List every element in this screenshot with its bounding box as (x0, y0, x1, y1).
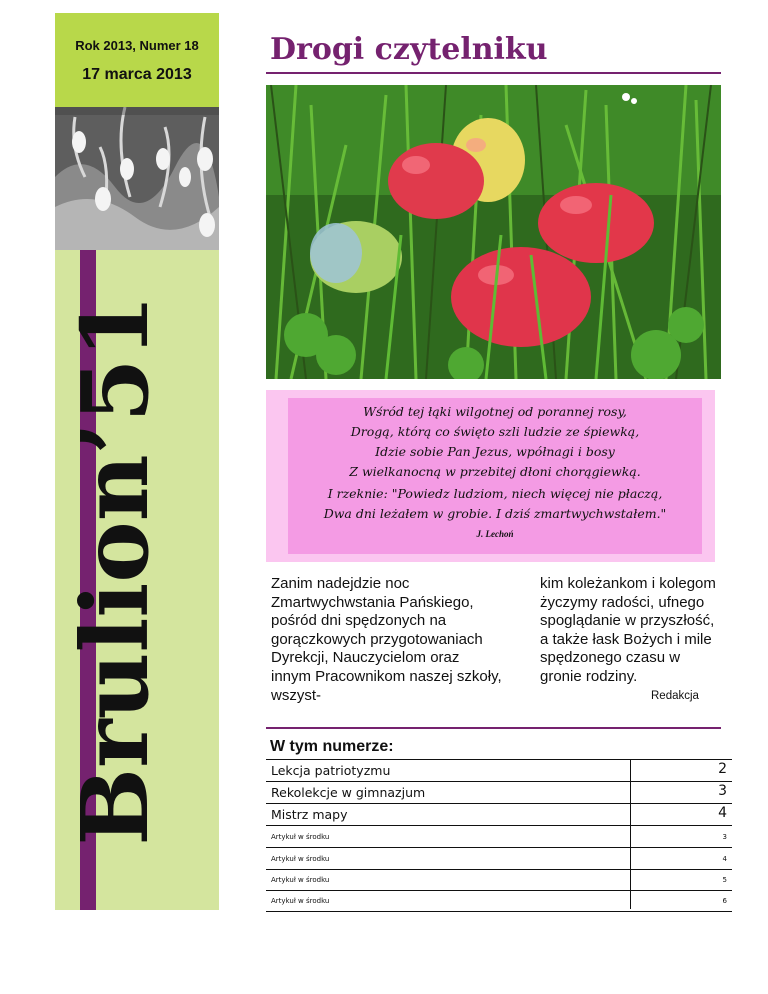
snowdrop-photo (55, 107, 219, 250)
toc-label: Artykuł w środku (271, 897, 330, 905)
toc-row[interactable] (266, 826, 732, 848)
toc-label: Lekcja patriotyzmu (271, 763, 391, 778)
toc-label: Artykuł w środku (271, 833, 330, 841)
divider (266, 727, 721, 729)
toc-page: 4 (718, 805, 727, 821)
toc-page: 2 (718, 761, 727, 777)
toc-label: Mistrz mapy (271, 807, 348, 822)
toc-page: 5 (722, 876, 727, 884)
poem-line: Z wielkanocną w przebitej dłoni chorągiewką. (349, 464, 641, 479)
toc-page: 4 (722, 855, 727, 863)
toc-row[interactable] (266, 848, 732, 870)
toc-label: Rekolekcje w gimnazjum (271, 785, 426, 800)
poem-line: Dwa dni leżałem w grobie. I dziś zmartwychwstałem." (323, 506, 667, 521)
poem-line: Drogą, którą co święto szli ludzie ze śpiewką, (350, 424, 640, 439)
signature: Redakcja (651, 690, 699, 702)
intro-column-2: kim koleżankom i kolegom życzymy radości, ufnego spoglądanie w przyszłość, a także łask Bożych i mile spędzonego czasu w gronie rodziny. (540, 575, 716, 685)
issue-date: 17 marca 2013 (82, 66, 192, 83)
toc-row[interactable] (266, 890, 732, 912)
issue-number: Rok 2013, Numer 18 (75, 38, 199, 53)
easter-eggs-photo (266, 85, 721, 379)
toc-row[interactable] (266, 804, 732, 826)
toc-row[interactable] (266, 782, 732, 804)
toc-divider (630, 759, 631, 909)
masthead: Brulion’51 (61, 294, 169, 846)
toc-row[interactable] (266, 760, 732, 782)
poem-author: J. Lechoń (476, 529, 514, 539)
toc-page: 3 (718, 783, 727, 799)
toc-page: 6 (722, 897, 727, 905)
toc-row[interactable] (266, 869, 732, 891)
poem-line: Idzie sobie Pan Jezus, wpółnagi i bosy (375, 444, 615, 459)
poem-line: Wśród tej łąki wilgotnej od porannej rosy, (363, 404, 627, 419)
toc-title: W tym numerze: (270, 738, 394, 755)
poem-line: I rzeknie: "Powiedz ludziom, niech więcej nie płaczą, (327, 486, 663, 501)
divider (266, 72, 721, 74)
intro-column-1: Zanim nadejdzie noc Zmartwychwstania Pańskiego, pośród dni spędzonych na gorączkowych przygotowaniach Dyrekcji, Nauczycielom oraz innym Pracownikom naszej szkoły, wszyst- (271, 575, 502, 704)
toc-label: Artykuł w środku (271, 876, 330, 884)
page-title: Drogi czytelniku (270, 32, 548, 67)
toc-label: Artykuł w środku (271, 855, 330, 863)
toc-page: 3 (722, 833, 727, 841)
issue-header (55, 13, 219, 107)
